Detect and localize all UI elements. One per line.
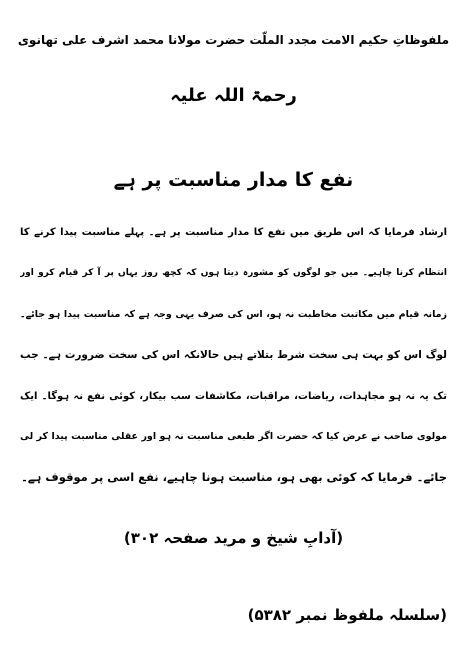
series-number: (سلسلہ ملفوظ نمبر ۵۳۸۲) bbox=[247, 606, 447, 624]
body-line: جائے۔ فرمایا کہ کوئی بھی ہو، مناسبت ہونا چاہیے، نفع اسی پر موقوف ہے۔ bbox=[21, 470, 447, 484]
body-line: تک یہ نہ ہو مجاہدات، ریاضات، مراقبات، مکاشفات سب بیکار، کوئی نفع نہ ہوگا۔ ایک bbox=[20, 391, 447, 402]
body-line: لوگ اس کو بہت ہی سخت شرط بتلاتے ہیں حالانکہ اس کی سخت ضرورت ہے۔ جب bbox=[20, 349, 447, 361]
title-line-2: رحمۃ اللہ علیہ bbox=[170, 85, 297, 106]
body-line: مولوی صاحب نے عرض کیا کہ حضرت اگر طبعی مناسبت نہ ہو اور عقلی مناسبت پیدا کر لی bbox=[20, 431, 447, 442]
title-line-1: ملفوظاتِ حکیم الامت مجدد الملّت حضرت مولانا محمد اشرف علی تھانوی bbox=[17, 33, 450, 47]
body-line: ارشاد فرمایا کہ اس طریق میں نفع کا مدار مناسبت پر ہے۔ پہلے مناسبت پیدا کرنے کا bbox=[20, 227, 447, 238]
body-line: انتظام کرنا چاہیے۔ میں جو لوگوں کو مشورہ دیتا ہوں کہ کچھ روز یہاں پر آ کر قیام کرو اور bbox=[20, 268, 447, 278]
article-heading: نفع کا مدار مناسبت پر ہے bbox=[113, 169, 354, 191]
body-line: زمانہ قیام میں مکاتبت مخاطبت نہ ہو، اس کی صرف یہی وجہ ہے کہ مناسبت پیدا ہو جائے۔ bbox=[20, 309, 447, 320]
source-citation: (آدابِ شیخ و مرید صفحہ ۳۰۲) bbox=[123, 529, 344, 547]
